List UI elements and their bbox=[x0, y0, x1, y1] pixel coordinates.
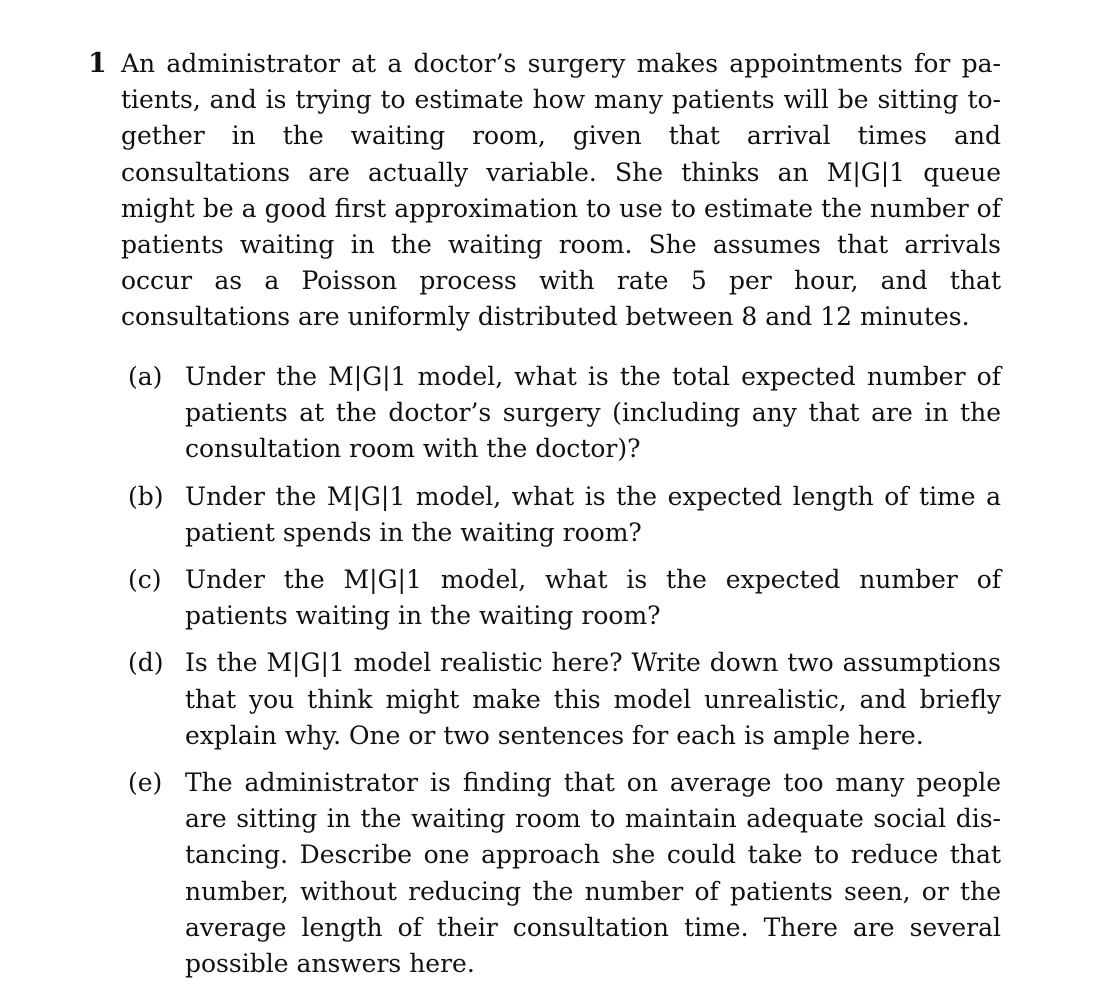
part-label: (c) bbox=[128, 565, 162, 595]
question-intro: An administrator at a doctor’s surgery makes appointments for patients, and is trying to estimate how many patients will be sitting together in the waiting room, given that arrival times and consultations are actually variable. She thinks an M|G|1 queue might be a good first approximation to use to estimate the number of patients waiting in the waiting room. She assumes that arrivals occur as a Poisson process with rate 5 per hour, and that consultations are uniformly distributed between 8 and 12 minutes. bbox=[121, 49, 1001, 332]
part-label: (a) bbox=[128, 362, 163, 391]
question-part-e bbox=[128, 765, 1001, 982]
part-text: Is the M|G|1 model realistic here? Write down two assumptions that you think might make this model unrealistic, and briefly explain why. One or two sentences for each is ample here. bbox=[185, 648, 1001, 750]
part-text: Under the M|G|1 model, what is the expected length of time a patient spends in the waiting room? bbox=[185, 481, 1001, 547]
question-part-c bbox=[128, 562, 1001, 634]
part-text: Under the M|G|1 model, what is the expected number of patients waiting in the waiting room? bbox=[185, 565, 1001, 631]
question-part-b bbox=[128, 479, 1001, 551]
question-part-d bbox=[128, 645, 1001, 754]
question-part-a bbox=[128, 359, 1001, 468]
part-label: (d) bbox=[128, 648, 164, 678]
part-label: (b) bbox=[128, 481, 164, 511]
part-text: Under the M|G|1 model, what is the total expected number of patients at the doctor’s surgery (including any that are in the consultation room with the doctor)? bbox=[185, 362, 1001, 464]
part-label: (e) bbox=[128, 768, 163, 798]
part-text: The administrator is finding that on average too many people are sitting in the waiting room to maintain adequate social distancing. Describe one approach she could take to reduce that number, without reducing the number of patients seen, or the average length of their consultation time. There are several possible answers here. bbox=[185, 768, 1001, 979]
question-parts-list bbox=[128, 359, 1001, 993]
question-number: 1 bbox=[88, 48, 107, 79]
